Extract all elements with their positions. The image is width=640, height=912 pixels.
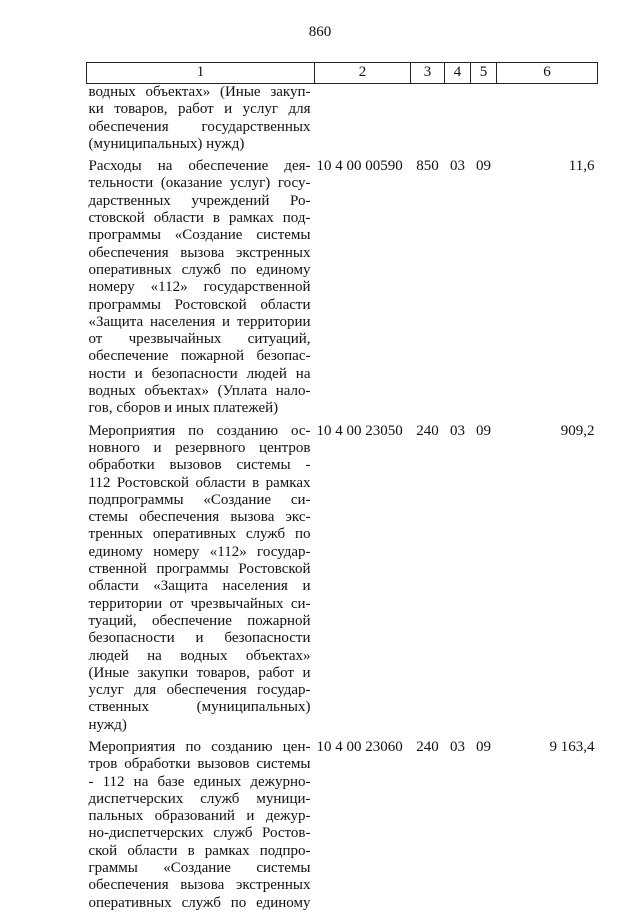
expense-name-line: 112 Ростовской области в рамках [88, 474, 311, 491]
expense-name-line: услуг для обеспечения государ- [88, 682, 311, 699]
column-header: 4 [445, 63, 471, 84]
expense-name-line: единому номеру «112» государ- [88, 543, 311, 560]
expense-name-line: - 112 на базе единых дежурно- [88, 773, 311, 790]
target-article-cell [315, 84, 411, 159]
section-cell [445, 84, 471, 159]
column-header: 5 [471, 63, 497, 84]
table-row [87, 423, 598, 739]
budget-table [86, 62, 598, 912]
subsection-cell [471, 84, 497, 159]
section-cell: 03 [450, 738, 465, 755]
expense-type-cell: 240 [416, 422, 439, 439]
expense-name-line: ности и безопасности людей на [88, 365, 311, 382]
expense-name-line: безопасности и безопасности [88, 630, 311, 647]
target-article-cell: 10 4 00 23050 [316, 422, 403, 439]
expense-name-line: гов, сборов и иных платежей) [88, 400, 279, 417]
expense-name-line: территории от чрезвычайных си- [88, 595, 311, 612]
expense-name-line: тельности (оказание услуг) госу- [88, 175, 311, 192]
expense-type-cell [411, 84, 445, 159]
expense-name-line: водных объектах» (Уплата нало- [88, 383, 311, 400]
expense-name-line: номеру «112» государственной [88, 279, 311, 296]
expense-name-line: ской области в рамках подпро- [88, 842, 311, 859]
table-row [87, 84, 598, 159]
expense-name-line: оперативных служб по единому [88, 894, 311, 911]
expense-name-line: людей на водных объектах» [88, 647, 311, 664]
expense-name-line: ственной программы Ростовской [88, 561, 311, 578]
expense-name-line: но-диспетчерских служб Ростов- [88, 825, 311, 842]
table-row [87, 739, 598, 912]
expense-name-line: Расходы на обеспечение дея- [88, 158, 311, 175]
expense-name-line: оперативных служб по единому [88, 261, 311, 278]
target-article-cell: 10 4 00 00590 [316, 158, 403, 175]
expense-type-cell: 850 [416, 158, 439, 175]
column-header: 1 [87, 63, 315, 84]
amount-cell: 11,6 [568, 158, 595, 175]
expense-name-line: стовской области в рамках под- [88, 210, 311, 227]
table-body [87, 84, 598, 912]
expense-name-line: «Защита населения и территории [88, 313, 311, 330]
expense-name-line: программы Ростовской области [88, 296, 311, 313]
column-header: 6 [497, 63, 598, 84]
expense-name-line: диспетчерских служб муници- [88, 790, 311, 807]
expense-name-line: тренных оперативных служб по [88, 526, 311, 543]
amount-cell: 909,2 [560, 422, 595, 439]
expense-name-line: от чрезвычайных ситуаций, [88, 331, 311, 348]
expense-name-line: водных объектах» (Иные закуп- [88, 84, 311, 100]
expense-name-line: туаций, обеспечение пожарной [88, 612, 311, 629]
column-header: 3 [411, 63, 445, 84]
expense-name-line: программы «Создание системы [88, 227, 311, 244]
section-cell: 03 [450, 158, 465, 175]
expense-name-line: ки товаров, работ и услуг для [88, 101, 311, 118]
expense-name-line: (муниципальных) нужд) [88, 135, 245, 152]
expense-name-line: стемы обеспечения вызова экс- [88, 509, 311, 526]
expense-name-line: обеспечения вызова экстренных [88, 244, 311, 261]
expense-name-cell [87, 158, 315, 422]
expense-name-line: ственных (муниципальных) [88, 699, 311, 716]
expense-name-line: пальных образований и дежур- [88, 808, 311, 825]
expense-name-line: обеспечения вызова экстренных [88, 877, 311, 894]
expense-name-line: дарственных учреждений Ро- [88, 192, 311, 209]
amount-cell: 9 163,4 [549, 738, 595, 755]
expense-name-line: Мероприятия по созданию цен- [88, 738, 311, 755]
table-row [87, 158, 598, 422]
amount-cell [497, 84, 598, 159]
expense-name-line: нужд) [88, 716, 127, 733]
expense-name-line: Мероприятия по созданию ос- [88, 422, 311, 439]
expense-name-cell [87, 423, 315, 739]
expense-name-line: обеспечение пожарной безопас- [88, 348, 311, 365]
section-cell: 03 [450, 422, 465, 439]
expense-name-line: области «Защита населения и [88, 578, 311, 595]
expense-name-line: подпрограммы «Создание си- [88, 491, 311, 508]
table-header-row [87, 63, 598, 84]
page-number: 860 [308, 24, 332, 40]
expense-type-cell: 240 [416, 738, 439, 755]
subsection-cell: 09 [476, 158, 491, 175]
expense-name-line: обработки вызовов системы - [88, 457, 311, 474]
expense-name-line: тров обработки вызовов системы [88, 756, 311, 773]
expense-name-line: обеспечения государственных [88, 118, 311, 135]
expense-name-cell [87, 739, 315, 912]
expense-name-line: (Иные закупки товаров, работ и [88, 664, 311, 681]
expense-name-line: новного и резервного центров [88, 439, 311, 456]
subsection-cell: 09 [476, 422, 491, 439]
expense-name-cell [87, 84, 315, 159]
column-header: 2 [315, 63, 411, 84]
subsection-cell: 09 [476, 738, 491, 755]
target-article-cell: 10 4 00 23060 [316, 738, 403, 755]
expense-name-line: граммы «Создание системы [88, 860, 311, 877]
